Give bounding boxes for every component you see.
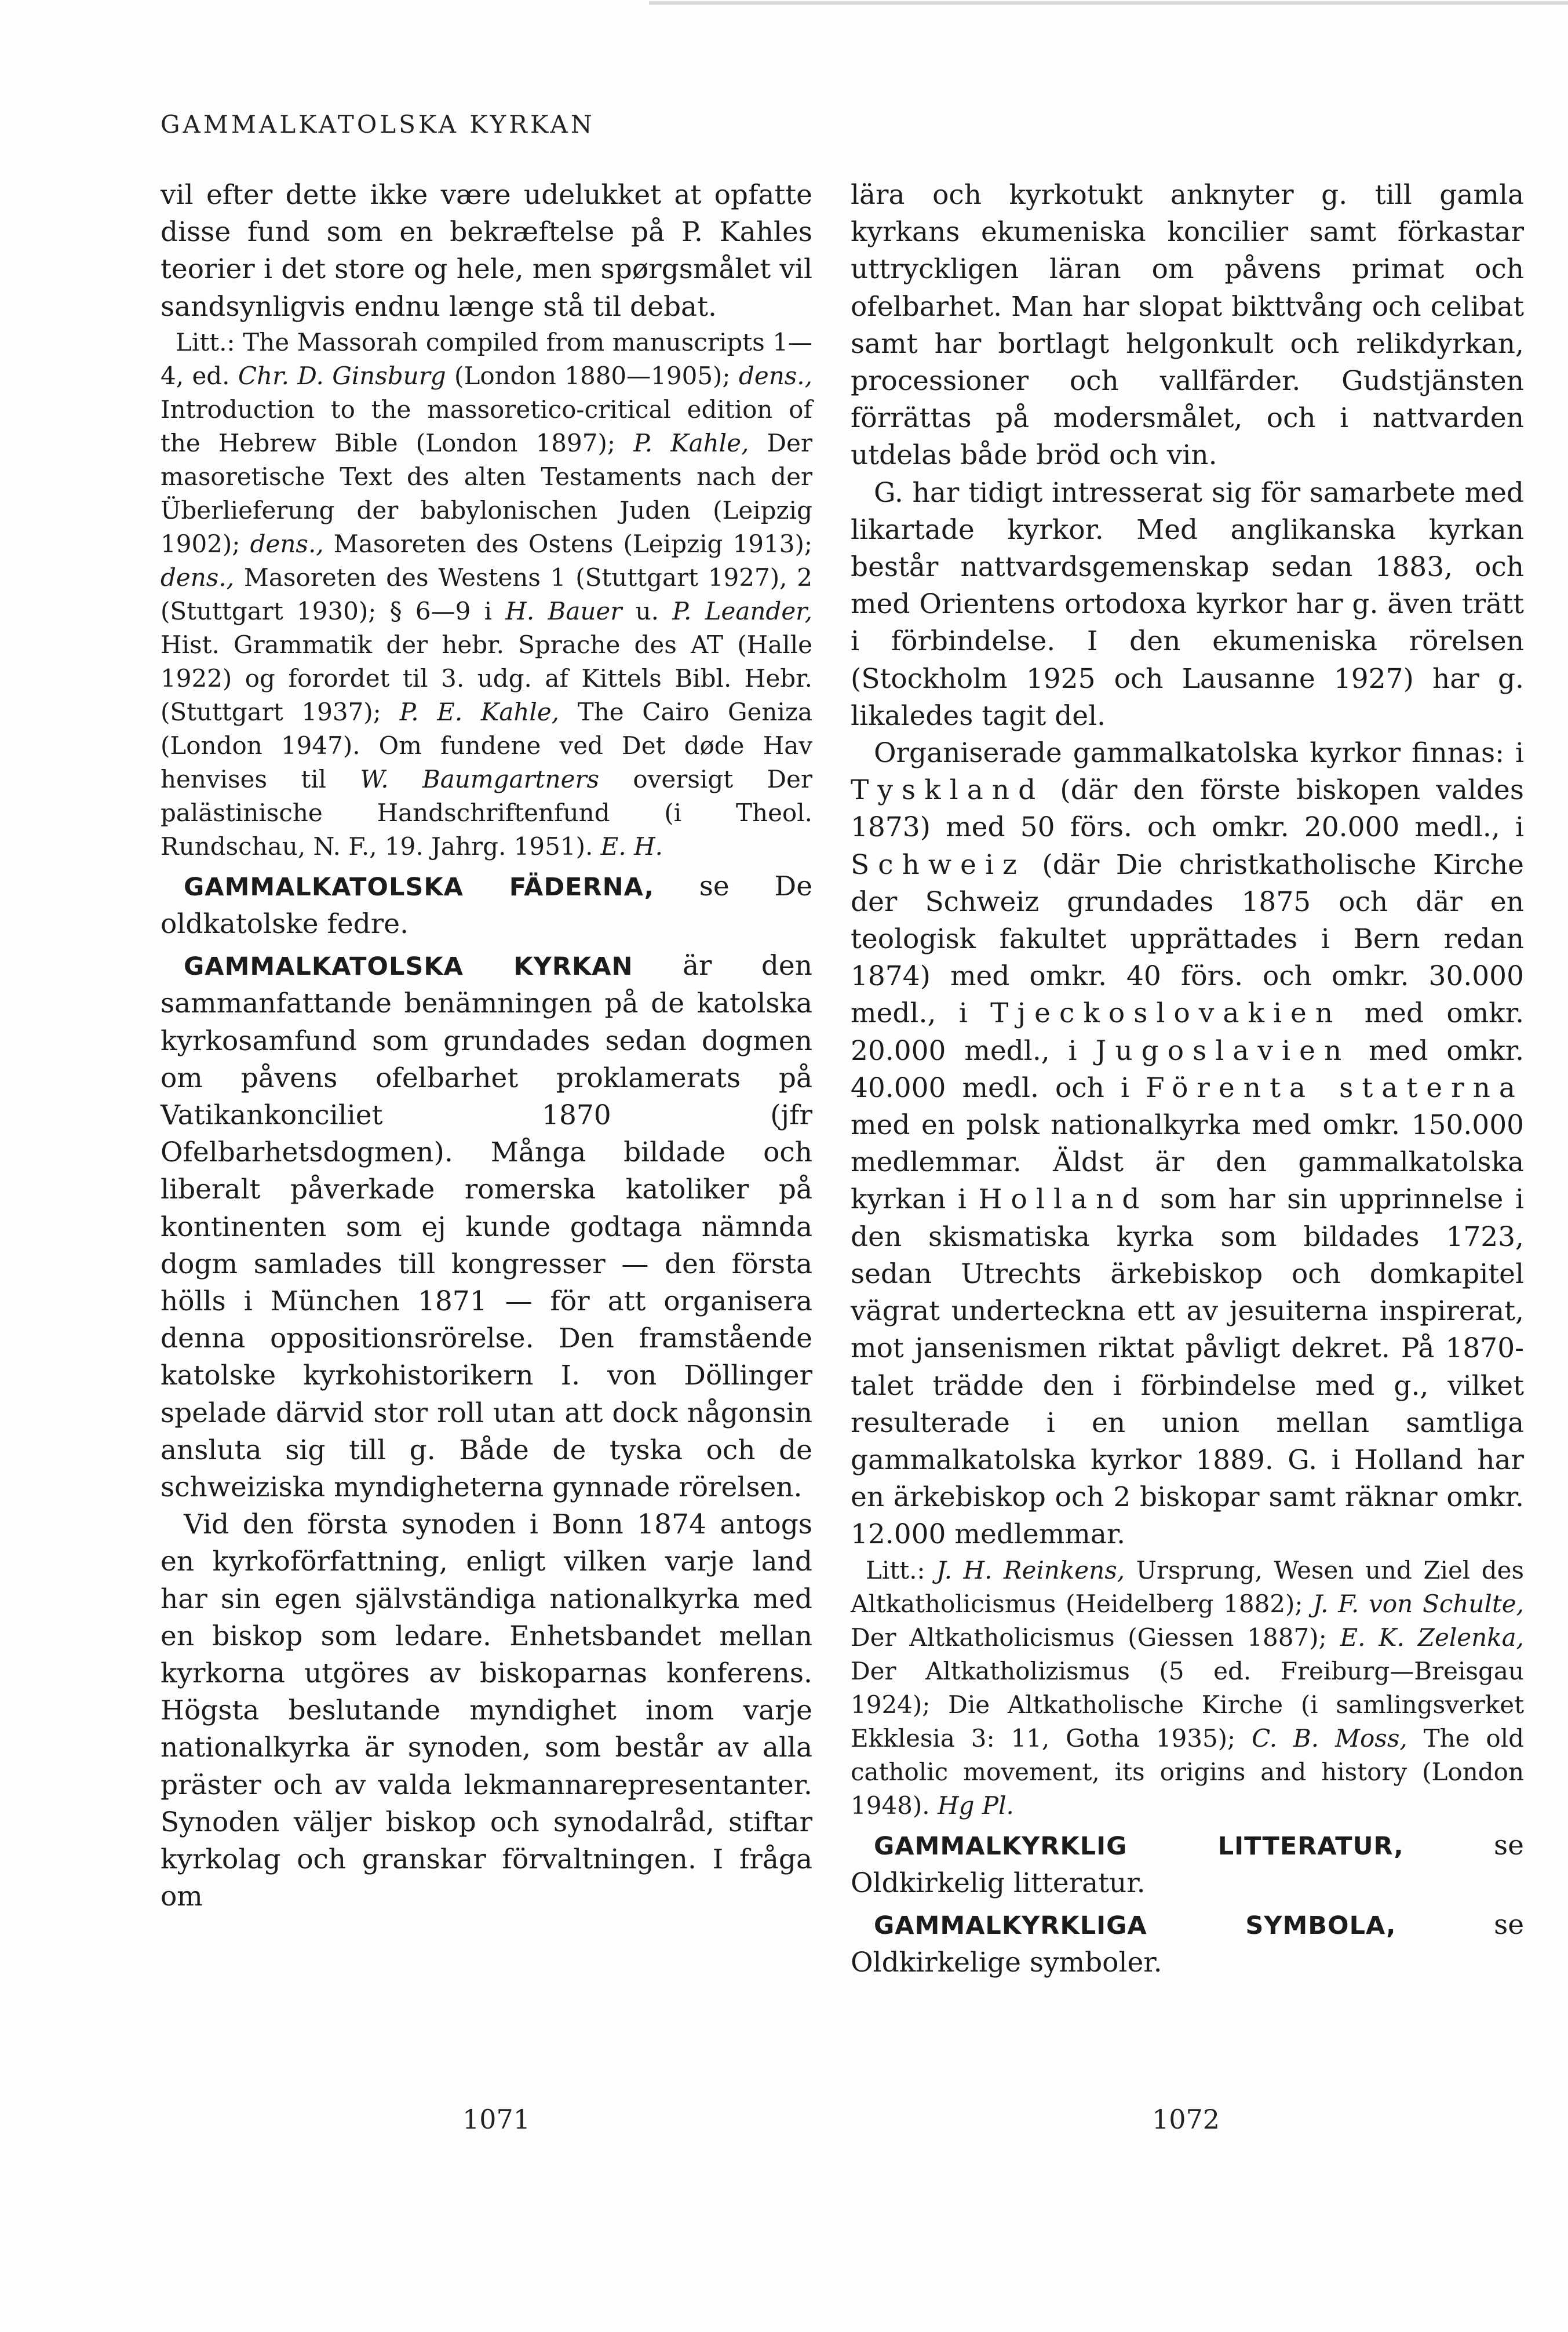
country-name: Holland [978, 1183, 1148, 1216]
lit-text: Hist. Grammatik der hebr. Sprache des AT (Halle 1922) og forordet til 3. udg. af Kittels Bibl. Hebr. (Stuttgart 1937); [161, 630, 812, 726]
lit-text: oversigt Der palästinische Handschriftenfund (i Theol. Rundschau, N. F., 19. Jahrg. 1951). [161, 764, 812, 861]
lit-text: Masoreten des Ostens (Leipzig 1913); [323, 529, 812, 558]
lit-author: E. K. Zelenka, [1340, 1623, 1524, 1652]
entry-gammalkatolska-faderna [161, 868, 812, 943]
entry-gammalkyrklig-litteratur [851, 1827, 1524, 1902]
right-column [851, 177, 1524, 1981]
lit-author: dens., [161, 563, 235, 592]
lit-text: Der Altkatholizismus (5 ed. Freiburg—Breisgau 1924); Die Altkatholische Kirche (i samlingsverket Ekklesia 3: 11, Gotha 1935); [851, 1656, 1524, 1752]
lit-text: Ursprung, Wesen und Ziel des Altkatholicismus (Heidelberg 1882); [851, 1555, 1524, 1618]
lit-author: H. Bauer [505, 596, 622, 625]
headword: GAMMALKATOLSKA FÄDERNA, [184, 872, 655, 902]
lit-text: Litt.: [866, 1555, 937, 1584]
lit-text: u. [622, 596, 673, 625]
lit-text: Der Altkatholicismus (Giessen 1887); [851, 1623, 1340, 1652]
headword: GAMMALKYRKLIGA SYMBOLA, [874, 1911, 1396, 1940]
lit-author: J. H. Reinkens, [936, 1555, 1125, 1584]
lit-text: The Cairo Geniza (London 1947). Om fundene ved Det døde Hav henvises til [161, 697, 812, 793]
entry-gammalkatolska-kyrkan [161, 948, 812, 1506]
entry-text: se Oldkirkelig litteratur. [851, 1829, 1524, 1899]
entry-gammalkyrkliga-symbola [851, 1907, 1524, 1981]
paragraph-continuation: lära och kyrkotukt anknyter g. till gamla kyrkans ekumeniska koncilier samt förkastar uttryckligen läran om påvens primat och ofelbarhet. Man har slopat bikttvång och celibat samt har bortlagt helgonkult och relikdyrkan, processioner och vallfärder. Gudstjänsten förrättas på modersmålet, och i nattvarden utdelas både bröd och vin. [851, 179, 1524, 472]
lit-author: P. E. Kahle, [399, 697, 560, 726]
page-number-right: 1072 [1152, 2104, 1220, 2135]
lit-author: Chr. D. Ginsburg [238, 361, 446, 390]
lit-author: P. Kahle, [633, 428, 749, 457]
para-text: med en polsk nationalkyrka med omkr. 150.000 medlemmar. Äldst är den gammalkatolska kyrkan i [851, 1109, 1524, 1216]
country-name: Tyskland [851, 774, 1045, 807]
entry-text: är den sammanfattande benämningen på de katolska kyrkosamfund som grundades sedan dogmen om påvens ofelbarhet proklamerats på Vatikankonciliet 1870 (jfr Ofelbarhetsdogmen). Många bildade och liberalt påverkade romerska katoliker på kontinenten som ej kunde godtaga nämnda dogm samlades till kongresser — den första hölls i München 1871 — för att organisera denna oppositionsrörelse. Den framstående katolske kyrkohistorikern I. von Döllinger spelade därvid stor roll utan att dock någonsin ansluta sig till g. Både de tyska och de schweiziska myndigheterna gynnade rörelsen. [161, 950, 813, 1504]
danish-paragraph: vil efter dette ikke være udelukket at opfatte disse fund som en bekræftelse på P. Kahles teorier i det store og hele, men spørgsmålet vil sandsynligvis endnu længe stå til debat. [161, 179, 812, 323]
lit-text: The old catholic movement, its origins and history (London 1948). [851, 1724, 1524, 1820]
para-text: (där Die christkatholische Kirche der Schweiz grundades 1875 och där en teologisk fakultet upprättades i Bern redan 1874) med omkr. 40 förs. och omkr. 30.000 medl., i [851, 848, 1524, 1030]
para-text: med omkr. 20.000 medl., i [851, 997, 1525, 1067]
lit-text: Introduction to the massoretico-critical edition of the Hebrew Bible (London 1897); [161, 395, 812, 457]
running-head: GAMMALKATOLSKA KYRKAN [161, 110, 595, 139]
lit-author: C. B. Moss, [1252, 1724, 1407, 1752]
headword: GAMMALKATOLSKA KYRKAN [184, 952, 633, 982]
scan-edge [649, 1, 1568, 5]
para-text: Organiserade gammalkatolska kyrkor finnas: i [874, 737, 1524, 770]
headword: GAMMALKYRKLIG LITTERATUR, [874, 1831, 1404, 1861]
lit-author: dens., [738, 361, 812, 390]
lit-text: Der masoretische Text des alten Testaments nach der Überlieferung der babylonischen Juden (Leipzig 1902); [161, 428, 812, 558]
author-signature: E. H. [600, 832, 663, 861]
author-signature: Hg Pl. [937, 1791, 1014, 1820]
para-text: som har sin upprinnelse i den skismatiska kyrka som bildades 1723, sedan Utrechts ärkebiskop och domkapitel vägrat underteckna ett av jesuiterna inspirerat, mot jansenismen riktat påvligt dekret. På 1870-talet trädde den i förbindelse med g., vilket resulterade i en union mellan samtliga gammalkatolska kyrkor 1889. G. i Holland har en ärkebiskop och 2 biskopar samt räknar omkr. 12.000 medlemmar. [851, 1183, 1524, 1551]
page-number-left: 1071 [462, 2104, 531, 2135]
paragraph-organized-churches [851, 735, 1524, 1553]
literature-list-left [161, 326, 812, 863]
literature-list-right [851, 1554, 1524, 1823]
para-text: (där den förste biskopen valdes 1873) med 50 förs. och omkr. 20.000 medl., i [851, 774, 1524, 844]
country-name: Jugoslavien [1095, 1034, 1351, 1067]
country-name: Förenta staterna [1146, 1072, 1524, 1104]
entry-text: se Oldkirkelige symboler. [851, 1908, 1525, 1979]
country-name: Schweiz [851, 848, 1026, 881]
lit-text: Litt.: The Massorah compiled from manuscripts 1—4, ed. [161, 327, 812, 390]
lit-author: J. F. von Schulte, [1312, 1589, 1524, 1618]
paragraph-cooperation: G. har tidigt intresserat sig för samarbete med likartade kyrkor. Med anglikanska kyrkan består nattvardsgemenskap sedan 1883, och med Orientens ortodoxa kyrkor har g. även trätt i förbindelse. I den ekumeniska rörelsen (Stockholm 1925 och Lausanne 1927) har g. likaledes tagit del. [851, 476, 1524, 732]
entry-text: se De oldkatolske fedre. [161, 870, 813, 941]
para-text: med omkr. 40.000 medl. och i [851, 1034, 1525, 1104]
lit-author: P. Leander, [672, 596, 812, 625]
lit-author: W. Baumgartners [360, 764, 600, 793]
left-column [161, 177, 812, 1916]
paragraph-bonn-synod: Vid den första synoden i Bonn 1874 antogs en kyrkoförfattning, enligt vilken varje land har sin egen självständiga nationalkyrka med en biskop som ledare. Enhetsbandet mellan kyrkorna utgöres av biskoparnas konferens. Högsta beslutande myndighet inom varje nationalkyrka är synoden, som består av alla präster och av valda lekmannarepresentanter. Synoden väljer biskop och synodalråd, stiftar kyrkolag och granskar förvaltningen. I fråga om [161, 1508, 812, 1913]
lit-author: dens., [250, 529, 324, 558]
lit-text: (London 1880—1905); [446, 361, 739, 390]
country-name: Tjeckoslovakien [990, 997, 1342, 1030]
lit-text: Masoreten des Westens 1 (Stuttgart 1927), 2 (Stuttgart 1930); § 6—9 i [161, 563, 812, 625]
